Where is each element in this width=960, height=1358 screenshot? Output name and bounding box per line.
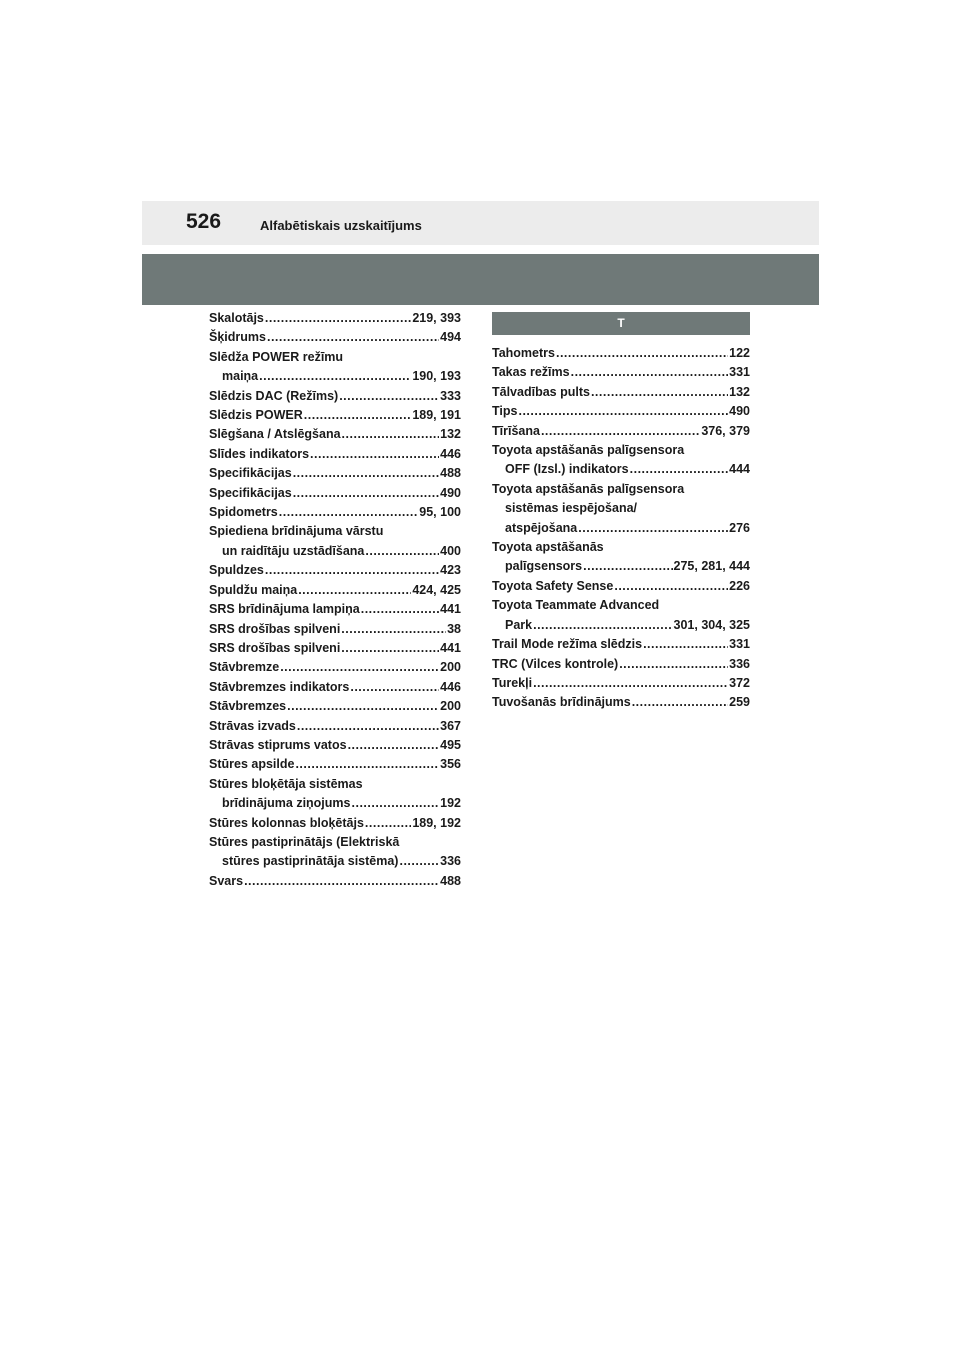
dot-leader [259,367,411,386]
dot-leader [518,402,728,421]
dot-leader [341,639,439,658]
index-page-ref: 424, 425 [412,582,461,597]
index-page-ref: 331 [729,637,750,652]
index-entry [209,658,461,677]
dot-leader [310,445,439,464]
index-entry-line [492,480,750,499]
index-term: Trail Mode režīma slēdzis [492,637,643,652]
index-page-ref: 488 [440,466,461,481]
index-entry [492,693,750,712]
index-entry [209,717,461,736]
index-entry [209,736,461,755]
index-term: stūres pastiprinātāja sistēma) [222,854,399,869]
dot-leader [304,406,412,425]
index-entry-line [209,348,461,367]
dot-leader [578,519,728,538]
index-page-ref: 333 [440,388,461,403]
index-entry-line [209,814,461,833]
index-term: Toyota apstāšanās palīgsensora [492,481,685,496]
dot-leader [279,503,419,522]
index-term: Slīdes indikators [209,446,310,461]
index-entry-line [209,736,461,755]
dot-leader [571,363,729,382]
index-term: OFF (Izsl.) indikators [505,462,629,477]
index-term: Stūres bloķētāja sistēmas [209,776,363,791]
index-entry-line [209,697,461,716]
index-term: Spuldzes [209,563,264,578]
index-term: Toyota apstāšanās palīgsensora [492,443,685,458]
index-term: Park [505,617,533,632]
dot-leader [399,852,439,871]
index-entry [209,328,461,347]
index-entry [492,383,750,402]
dot-leader [619,655,728,674]
index-entry [209,309,461,328]
index-entry [492,577,750,596]
index-term: SRS drošības spilveni [209,621,341,636]
index-entry-line [209,794,461,813]
index-entry [492,480,750,538]
index-term: Stāvbremzes [209,699,287,714]
index-term: SRS drošības spilveni [209,640,341,655]
index-page-ref: 226 [729,578,750,593]
index-entry-line [492,383,750,402]
index-entry [209,872,461,891]
index-term: Takas režīms [492,365,570,380]
index-entry-line [209,775,461,794]
index-entry-line [209,852,461,871]
index-entry-line [209,658,461,677]
index-entry-line [492,557,750,576]
index-term: un raidītāju uzstādīšana [222,543,365,558]
index-page-ref: 441 [440,602,461,617]
index-term: Slēdzis POWER [209,408,303,423]
dot-leader [614,577,728,596]
index-page-ref: 189, 192 [412,815,461,830]
index-page-ref: 132 [729,384,750,399]
index-entry-line [492,460,750,479]
index-entry-line [492,577,750,596]
index-page-ref: 441 [440,640,461,655]
index-entry-line [492,441,750,460]
index-term: Stūres apsilde [209,757,295,772]
index-term: Strāvas stiprums vatos [209,737,347,752]
index-term: Tahometrs [492,346,555,360]
index-entry [209,620,461,639]
dot-leader [265,309,411,328]
dot-leader [632,693,728,712]
section-letter-t: T [492,312,750,335]
index-entry-line [209,367,461,386]
index-term: SRS brīdinājuma lampiņa [209,602,360,617]
index-entry-line [209,717,461,736]
index-entry-line [209,639,461,658]
dot-leader [365,542,439,561]
index-entry-line [492,596,750,615]
dot-leader [591,383,728,402]
index-page-ref: 495 [440,737,461,752]
index-entry [209,406,461,425]
index-page-ref: 367 [440,718,461,733]
index-page-ref: 336 [729,656,750,671]
index-entry-line [209,561,461,580]
index-term: maiņa [222,369,259,384]
index-page-ref: 219, 393 [412,311,461,325]
index-entry-line [209,328,461,347]
index-term: Stūres pastiprinātājs (Elektriskā [209,834,400,849]
index-entry [209,484,461,503]
index-term: TRC (Vilces kontrole) [492,656,619,671]
index-page-ref: 259 [729,695,750,710]
index-entry-line [492,674,750,693]
index-page-ref: 132 [440,427,461,442]
index-term: atspējošana [505,520,578,535]
index-entry [209,639,461,658]
index-entry [209,581,461,600]
index-entry-line [492,363,750,382]
dot-leader [361,600,439,619]
index-entry [492,402,750,421]
index-page-ref: 38 [447,621,461,636]
index-page-ref: 490 [729,404,750,419]
index-term: Specifikācijas [209,466,292,481]
index-entry-line [209,387,461,406]
index-entry [209,814,461,833]
index-entry [209,833,461,872]
index-entry [209,503,461,522]
index-page-ref: 189, 191 [412,408,461,423]
dot-leader [348,736,440,755]
index-page-ref: 446 [440,679,461,694]
index-entry-line [492,499,750,518]
index-entry [209,522,461,561]
index-entry-line [209,309,461,328]
index-entry-line [492,402,750,421]
page-number: 526 [186,210,222,233]
index-entry-line [492,422,750,441]
index-term: sistēmas iespējošana/ [505,501,638,516]
index-entry [209,775,461,814]
index-page-ref: 192 [440,796,461,811]
index-entry-line [209,678,461,697]
index-page-ref: 494 [440,330,461,345]
index-column-right [492,312,750,713]
dot-leader [341,620,446,639]
index-entry [492,422,750,441]
index-term: Turekļi [492,675,533,690]
dot-leader [293,464,439,483]
dot-leader [556,344,728,363]
index-term: Toyota apstāšanās [492,540,604,555]
index-entry-line [209,425,461,444]
index-entry [209,755,461,774]
index-page-ref: 488 [440,873,461,888]
index-entry-line [209,620,461,639]
index-entry-line [209,581,461,600]
index-entry-line [209,872,461,891]
dot-leader [350,678,439,697]
index-entry [209,678,461,697]
dot-leader [365,814,411,833]
index-term: Slēdža POWER režīmu [209,349,344,364]
index-entry [492,538,750,577]
index-page-ref: 301, 304, 325 [673,617,750,632]
index-term: Slēdzis DAC (Režīms) [209,388,339,403]
index-entry [209,561,461,580]
index-entry-line [492,635,750,654]
index-term: Stāvbremzes indikators [209,679,350,694]
index-entry-line [209,522,461,541]
index-entry [209,445,461,464]
dot-leader [630,460,729,479]
index-term: Šķidrums [209,330,266,345]
index-list-right [492,344,750,713]
index-term: Toyota Safety Sense [492,578,614,593]
dot-leader [352,794,440,813]
index-page-ref: 275, 281, 444 [673,559,750,574]
index-entry [492,363,750,382]
index-entry-line [492,616,750,635]
index-entry-line [209,406,461,425]
index-entry-line [209,833,461,852]
index-entry [209,464,461,483]
index-page-ref: 356 [440,757,461,772]
index-page-ref: 444 [729,462,750,477]
index-entry-line [209,542,461,561]
dot-leader [643,635,728,654]
index-entry [209,600,461,619]
index-term: Specifikācijas [209,485,292,500]
dot-leader [298,581,411,600]
index-entry [209,425,461,444]
index-page-ref: 400 [440,543,461,558]
dot-leader [265,561,439,580]
index-page-ref: 200 [440,699,461,714]
dot-leader [267,328,439,347]
index-page-ref: 376, 379 [701,423,750,438]
index-entry-line [209,464,461,483]
index-page-ref: 190, 193 [412,369,461,384]
index-entry-line [209,600,461,619]
dot-leader [342,425,440,444]
index-entry-line [492,693,750,712]
index-term: Stūres kolonnas bloķētājs [209,815,364,830]
index-term: brīdinājuma ziņojums [222,796,351,811]
index-page-ref: 336 [440,854,461,869]
index-page-ref: 331 [729,365,750,380]
index-term: Toyota Teammate Advanced [492,598,660,613]
index-entry-line [492,344,750,363]
dot-leader [583,557,672,576]
index-entry-line [492,519,750,538]
index-term: Tips [492,404,518,419]
index-page-ref: 372 [729,675,750,690]
dot-leader [244,872,439,891]
index-term: Tīrīšana [492,423,540,438]
index-term: Strāvas izvads [209,718,296,733]
index-term: Spiediena brīdinājuma vārstu [209,524,384,539]
index-entry [492,596,750,635]
dot-leader [533,616,672,635]
index-entry [492,344,750,363]
index-page-ref: 490 [440,485,461,500]
dot-leader [541,422,700,441]
index-term: Slēgšana / Atslēgšana [209,427,341,442]
index-term: Spuldžu maiņa [209,582,298,597]
index-entry [209,348,461,387]
index-entry [492,674,750,693]
index-page-ref: 95, 100 [419,505,461,520]
index-term: Stāvbremze [209,660,280,675]
dot-leader [533,674,728,693]
index-entry-line [209,484,461,503]
dot-leader [280,658,439,677]
index-page-ref: 122 [729,346,750,360]
index-entry-line [209,755,461,774]
index-page-ref: 276 [729,520,750,535]
index-column-left [209,309,461,891]
index-term: Spidometrs [209,505,278,520]
index-entry-line [209,503,461,522]
index-entry-line [209,445,461,464]
dot-leader [339,387,439,406]
index-term: palīgsensors [505,559,583,574]
index-term: Tuvošanās brīdinājums [492,695,631,710]
header-title: Alfabētiskais uzskaitījums [260,218,422,233]
index-page-ref: 200 [440,660,461,675]
index-entry [492,441,750,480]
index-entry-line [492,655,750,674]
dot-leader [295,755,439,774]
index-entry [209,387,461,406]
index-page-ref: 446 [440,446,461,461]
index-entry [209,697,461,716]
page-header [142,201,819,245]
dot-leader [297,717,439,736]
section-banner [142,254,819,305]
index-term: Tālvadības pults [492,384,590,399]
index-entry [492,655,750,674]
index-page-ref: 423 [440,563,461,578]
dot-leader [293,484,439,503]
index-entry-line [492,538,750,557]
index-entry [492,635,750,654]
index-term: Svars [209,873,244,888]
dot-leader [287,697,439,716]
index-term: Skalotājs [209,311,264,325]
